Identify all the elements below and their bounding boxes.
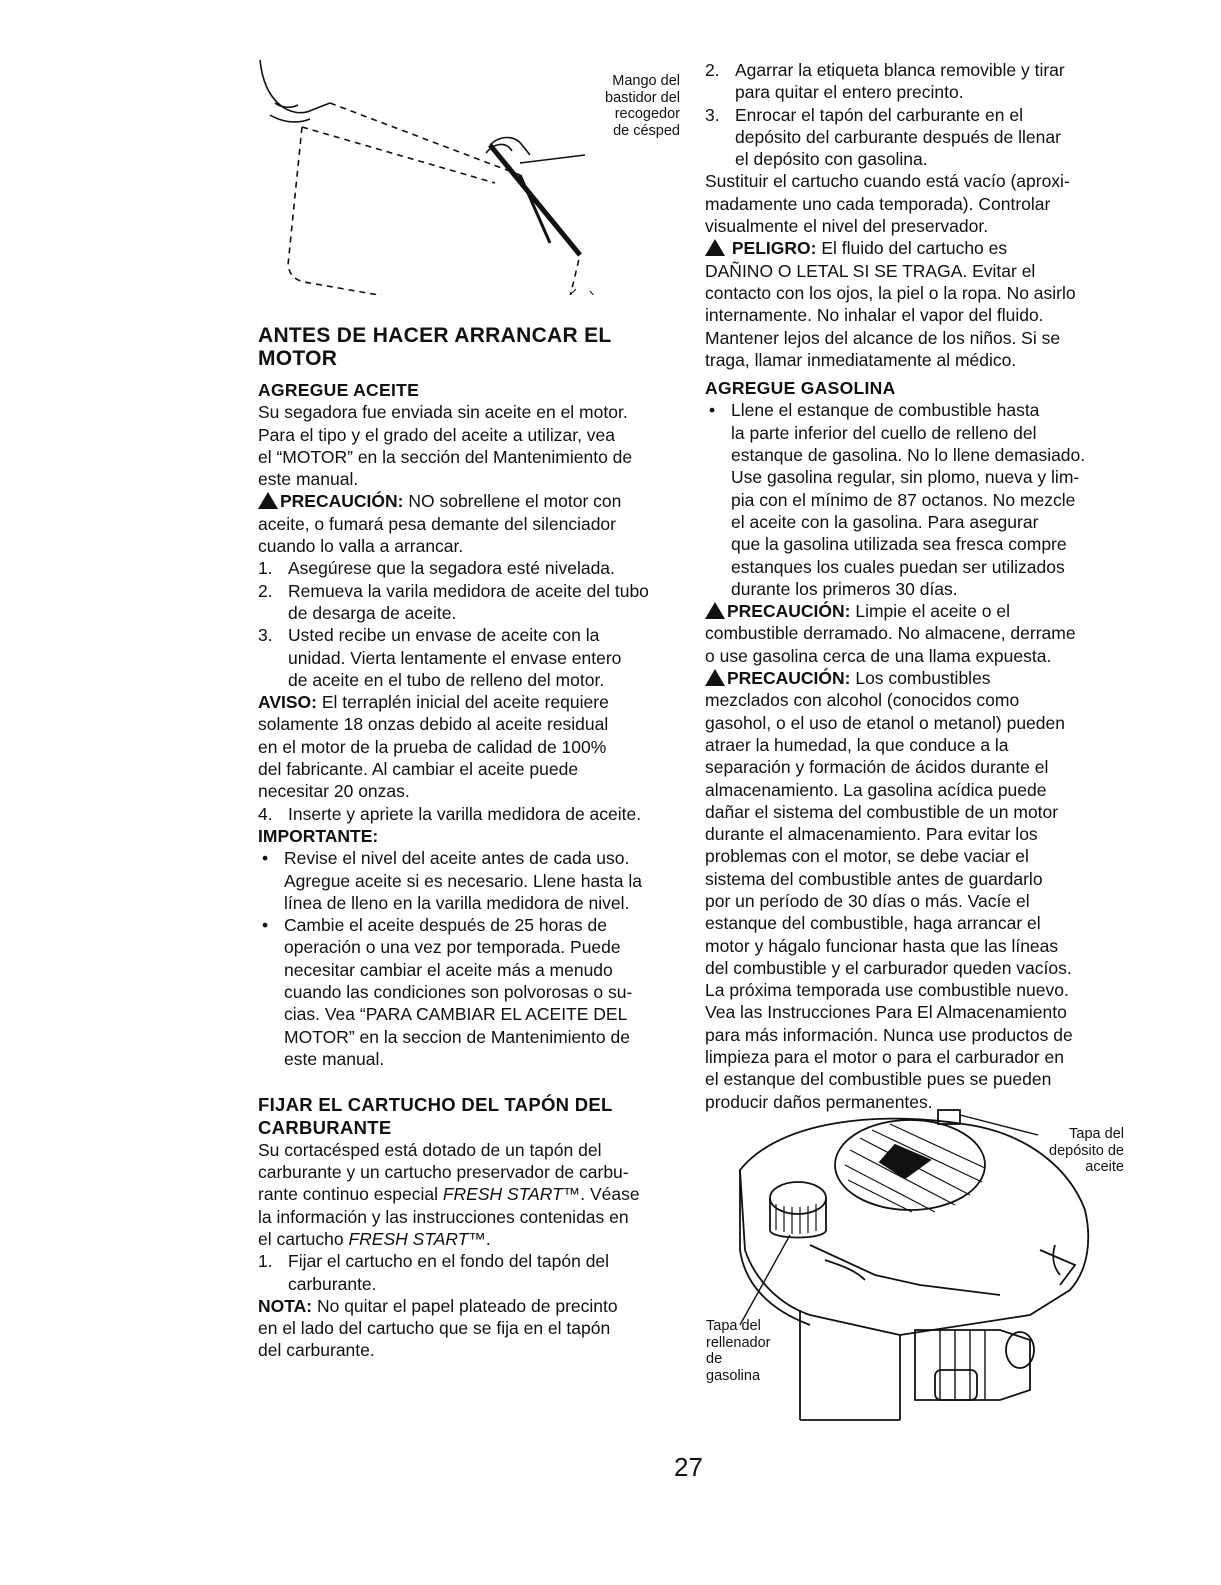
bullet-item: • Llene el estanque de combustible hasta la parte inferior del cuello de relleno del estanque de gasolina. No lo llene demasiado. Use gasolina regular, sin plomo, nueva y lim- pia con el mínimo de 87 octanos. No mezcle el aceite con la gasolina. Para asegurar que la gasolina utilizada sea fresca compre estanques los cuales puedan ser utilizados durante los primeros 30 días. xyxy=(709,400,1086,599)
step-item: 3. Usted recibe un envase de aceite con la unidad. Vierta lentamente el envase entero de aceite en el tubo de relleno del motor. xyxy=(258,625,622,690)
caution-overfill: PRECAUCIÓN: NO sobrellene el motor con aceite, o fumará pesa demante del silenciador cuando lo valla a arrancar. xyxy=(258,491,622,557)
subheading-add-oil: AGREGUE ACEITE xyxy=(258,380,420,400)
figure-label-oil-cap: Tapa del depósito de aceite xyxy=(1049,1126,1124,1175)
step-item: 2. Remueva la varila medidora de aceite del tubo de desarga de aceite. xyxy=(258,580,649,623)
left-column xyxy=(258,324,683,1362)
warning-icon xyxy=(258,492,278,509)
notice-oil-quantity: AVISO: El terraplén inicial del aceite requiere solamente 18 onzas debido al aceite residual en el motor de la prueba de calidad de 100% del fabricante. Al cambiar el aceite puede necesitar 20 onzas. xyxy=(258,692,609,802)
warning-icon xyxy=(705,669,725,686)
section-heading-fuel-cap: FIJAR EL CARTUCHO DEL TAPÓN DEL CARBURANTE xyxy=(258,1094,613,1138)
step-item: 3. Enrocar el tapón del carburante en el depósito del carburante después de llenar el depósito con gasolina. xyxy=(705,104,1061,170)
step-item: 2. Agarrar la etiqueta blanca removible y tirar para quitar el entero precinto. xyxy=(705,60,1065,103)
step-item: 1. Asegúrese que la segadora esté nivelada. xyxy=(258,558,615,579)
page-number: 27 xyxy=(674,1452,703,1482)
step-item: 4. Inserte y apriete la varilla medidora de aceite. xyxy=(258,803,642,824)
caution-spill: PRECAUCIÓN: Limpie el aceite o el combustible derramado. No almacene, derrame o use gasolina cerca de una llama expuesta. xyxy=(705,601,1076,666)
paragraph-oil-intro: Su segadora fue enviada sin aceite en el motor. Para el tipo y el grado del aceite a utilizar, vea el “MOTOR” en la sección del Mantenimiento de este manual. xyxy=(258,402,633,490)
warning-icon xyxy=(705,239,725,256)
important-label: IMPORTANTE: xyxy=(258,825,379,846)
section-heading-start-engine: ANTES DE HACER ARRANCAR EL MOTOR xyxy=(258,324,612,370)
caution-alcohol-fuel: PRECAUCIÓN: Los combustibles mezclados con alcohol (conocidos como gasohol, o el uso de etanol o metanol) pueden atraer la humedad, la que conduce a la separación y formación de ácidos durante el almacenamiento. La gasolina acídica puede dañar el sistema del combustible de un motor durante el almacenamiento. Para evitar los problemas con el motor, se debe vaciar el sistema del combustible antes de guardarlo por un período de 30 días o más. Vacíe el estanque del combustible, haga arrancar el motor y hágalo funcionar hasta que las líneas del combustible y el carburador queden vacíos. La próxima temporada use combustible nuevo. Vea las Instrucciones Para El Almacenamiento para más información. Nunca use productos de limpieza para el motor o para el carburador en el estanque del combustible pues se pueden producir daños permanentes. xyxy=(705,668,1073,1112)
warning-icon xyxy=(705,602,725,619)
paragraph-fresh-start: Su cortacésped está dotado de un tapón del carburante y un cartucho preservador de carbu- rante continuo especial FRESH START™. Véase la información y las instrucciones contenidas en el cartucho FRESH START™. xyxy=(258,1139,640,1249)
figure-label-handle: Mango del bastidor del recogedor de césped xyxy=(605,73,680,139)
bullet-item: • Revise el nivel del aceite antes de cada uso. Agregue aceite si es necesario. Llene hasta la línea de lleno en la varilla medidora de nivel. xyxy=(262,848,643,913)
paragraph-replace-cartridge: Sustituir el cartucho cuando está vacío (aproxi- madamente uno cada temporada). Controlar visualmente el nivel del preservador. xyxy=(705,171,1070,237)
note-seal: NOTA: No quitar el papel plateado de precinto en el lado del cartucho que se fija en el tapón del carburante. xyxy=(258,1295,618,1361)
subheading-add-gas: AGREGUE GASOLINA xyxy=(705,378,896,399)
step-item: 1. Fijar el cartucho en el fondo del tapón del carburante. xyxy=(258,1251,610,1294)
figure-label-gas-cap: Tapa del rellenador de gasolina xyxy=(706,1318,771,1384)
right-column xyxy=(705,59,1130,1113)
danger-notice: PELIGRO: El fluido del cartucho es DAÑINO O LETAL SI SE TRAGA. Evitar el contacto con los ojos, la piel o la ropa. No asirlo internamente. No inhalar el vapor del fluido. Mantener lejos del alcance de los niños. Si se traga, llamar inmediatamente al médico. xyxy=(705,238,1076,370)
bullet-item: • Cambie el aceite después de 25 horas de operación o una vez por temporada. Puede necesitar cambiar el aceite más a menudo cuando las condiciones son polvorosas o su- cias. Vea “PARA CAMBIAR EL ACEITE DEL MOTOR” en la seccion de Mantenimiento de este manual. xyxy=(262,915,633,1069)
